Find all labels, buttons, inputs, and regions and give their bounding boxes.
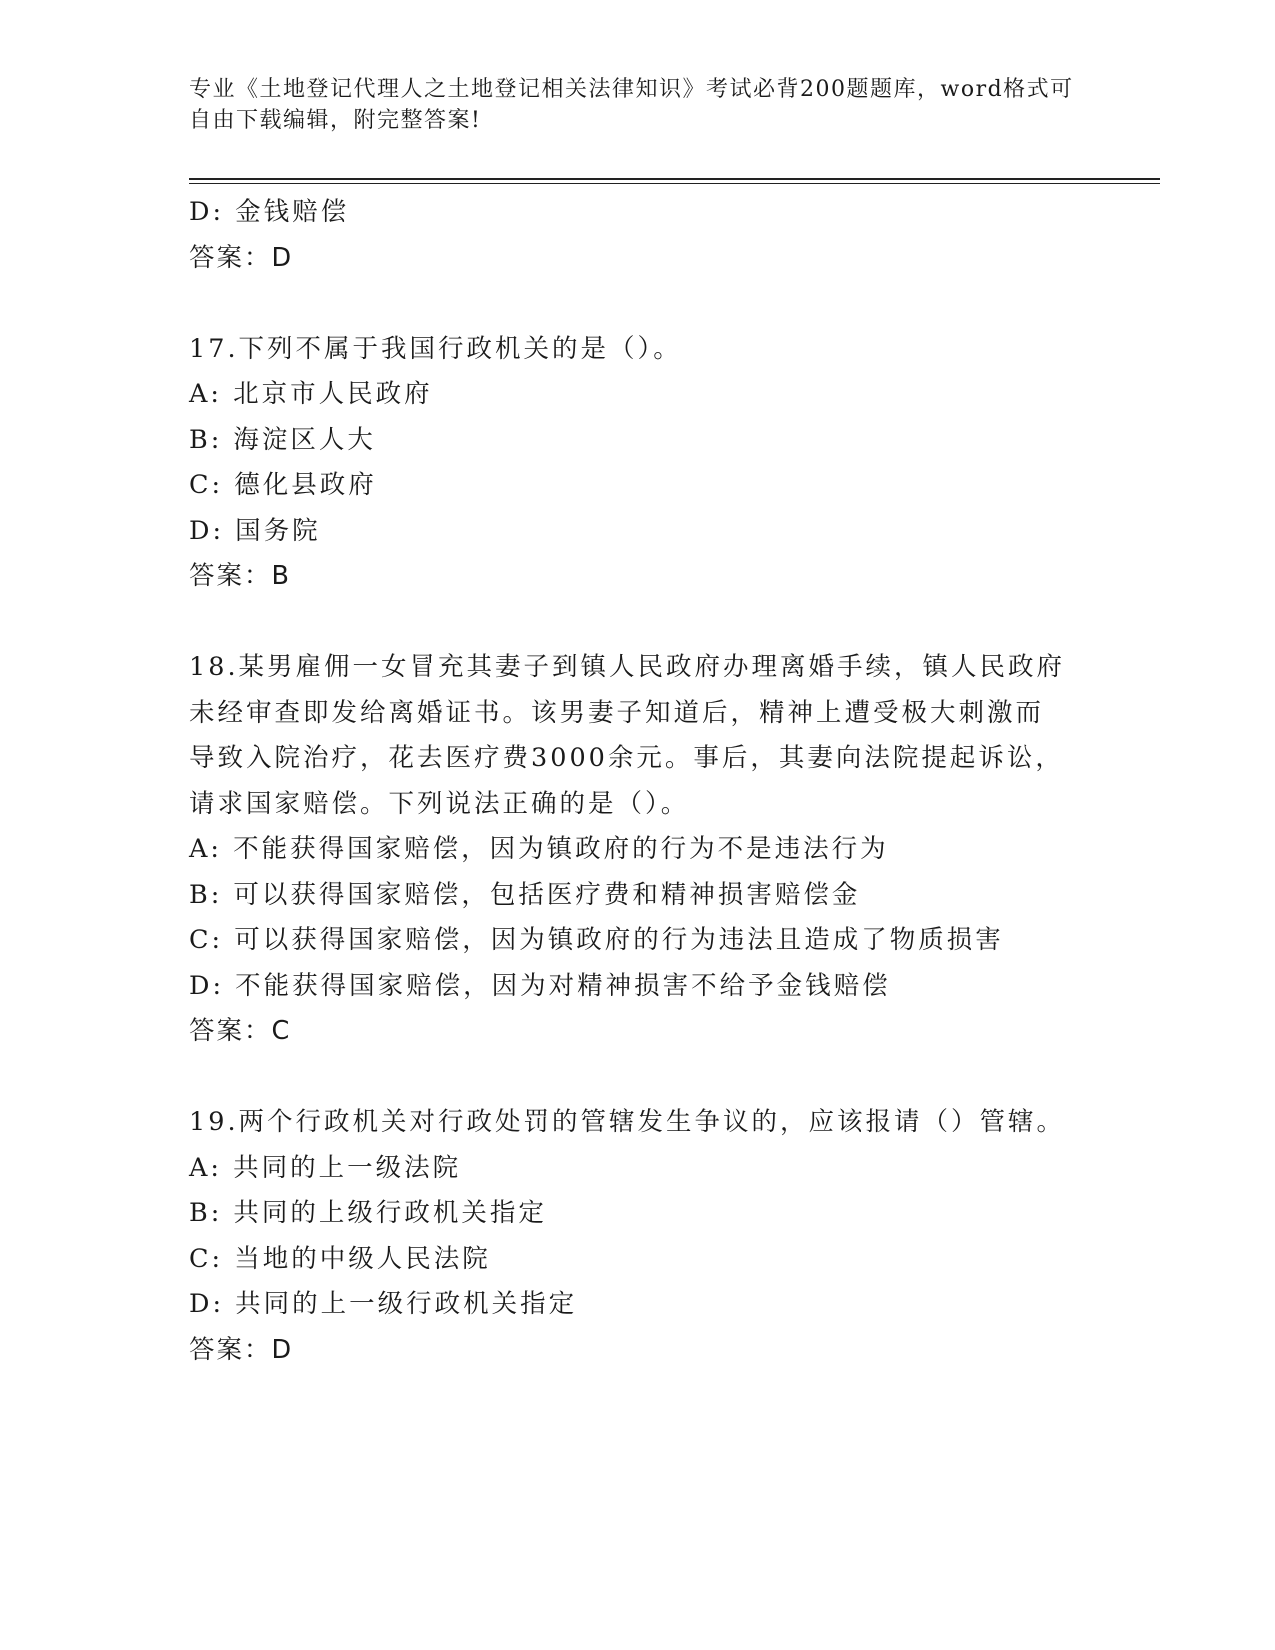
question-text-line-1: 18.某男雇佣一女冒充其妻子到镇人民政府办理离婚手续，镇人民政府 <box>189 652 1066 682</box>
question-text-line-2: 未经审查即发给离婚证书。该男妻子知道后，精神上遭受极大刺激而 <box>189 697 1045 728</box>
option-c: C: 当地的中级人民法院 <box>189 1243 491 1274</box>
option-b: B: 海淀区人大 <box>189 424 376 455</box>
option-c: C: 可以获得国家赔偿，因为镇政府的行为违法且造成了物质损害 <box>189 925 1004 955</box>
question-18 <box>189 645 1129 1055</box>
question-text: 17.下列不属于我国行政机关的是（）。 <box>189 333 682 364</box>
question-text-line-4: 请求国家赔偿。下列说法正确的是（）。 <box>189 788 690 819</box>
option-a: A: 北京市人民政府 <box>189 379 433 409</box>
spacer <box>189 281 1129 327</box>
answer-line: 答案：C <box>189 1016 292 1046</box>
option-a: A: 共同的上一级法院 <box>189 1152 462 1183</box>
option-d: D: 共同的上一级行政机关指定 <box>189 1289 578 1319</box>
document-header <box>189 74 1089 136</box>
option-d: D: 国务院 <box>189 515 321 546</box>
option-d: D: 金钱赔偿 <box>189 197 350 227</box>
question-text-line-3: 导致入院治疗，花去医疗费3000余元。事后，其妻向法院提起诉讼， <box>189 743 1064 773</box>
option-b: B: 共同的上级行政机关指定 <box>189 1198 547 1228</box>
answer-line: 答案：D <box>189 1334 294 1365</box>
header-divider-thick <box>189 178 1160 180</box>
question-16-tail <box>189 190 1129 281</box>
question-19 <box>189 1100 1129 1373</box>
option-d: D: 不能获得国家赔偿，因为对精神损害不给予金钱赔偿 <box>189 970 891 1001</box>
header-divider-thin <box>189 183 1160 184</box>
question-list <box>189 190 1129 1373</box>
spacer <box>189 600 1129 646</box>
question-text: 19.两个行政机关对行政处罚的管辖发生争议的，应该报请（）管辖。 <box>189 1107 1066 1137</box>
answer-line: 答案：D <box>189 242 294 273</box>
option-a: A: 不能获得国家赔偿，因为镇政府的行为不是违法行为 <box>189 834 889 864</box>
option-b: B: 可以获得国家赔偿，包括医疗费和精神损害赔偿金 <box>189 879 861 910</box>
question-17 <box>189 327 1129 600</box>
option-c: C: 德化县政府 <box>189 470 377 500</box>
spacer <box>189 1055 1129 1101</box>
header-title: 专业《土地登记代理人之土地登记相关法律知识》考试必背200题题库，word格式可自由下载编辑，附完整答案! <box>189 77 1074 133</box>
answer-line: 答案：B <box>189 561 291 591</box>
